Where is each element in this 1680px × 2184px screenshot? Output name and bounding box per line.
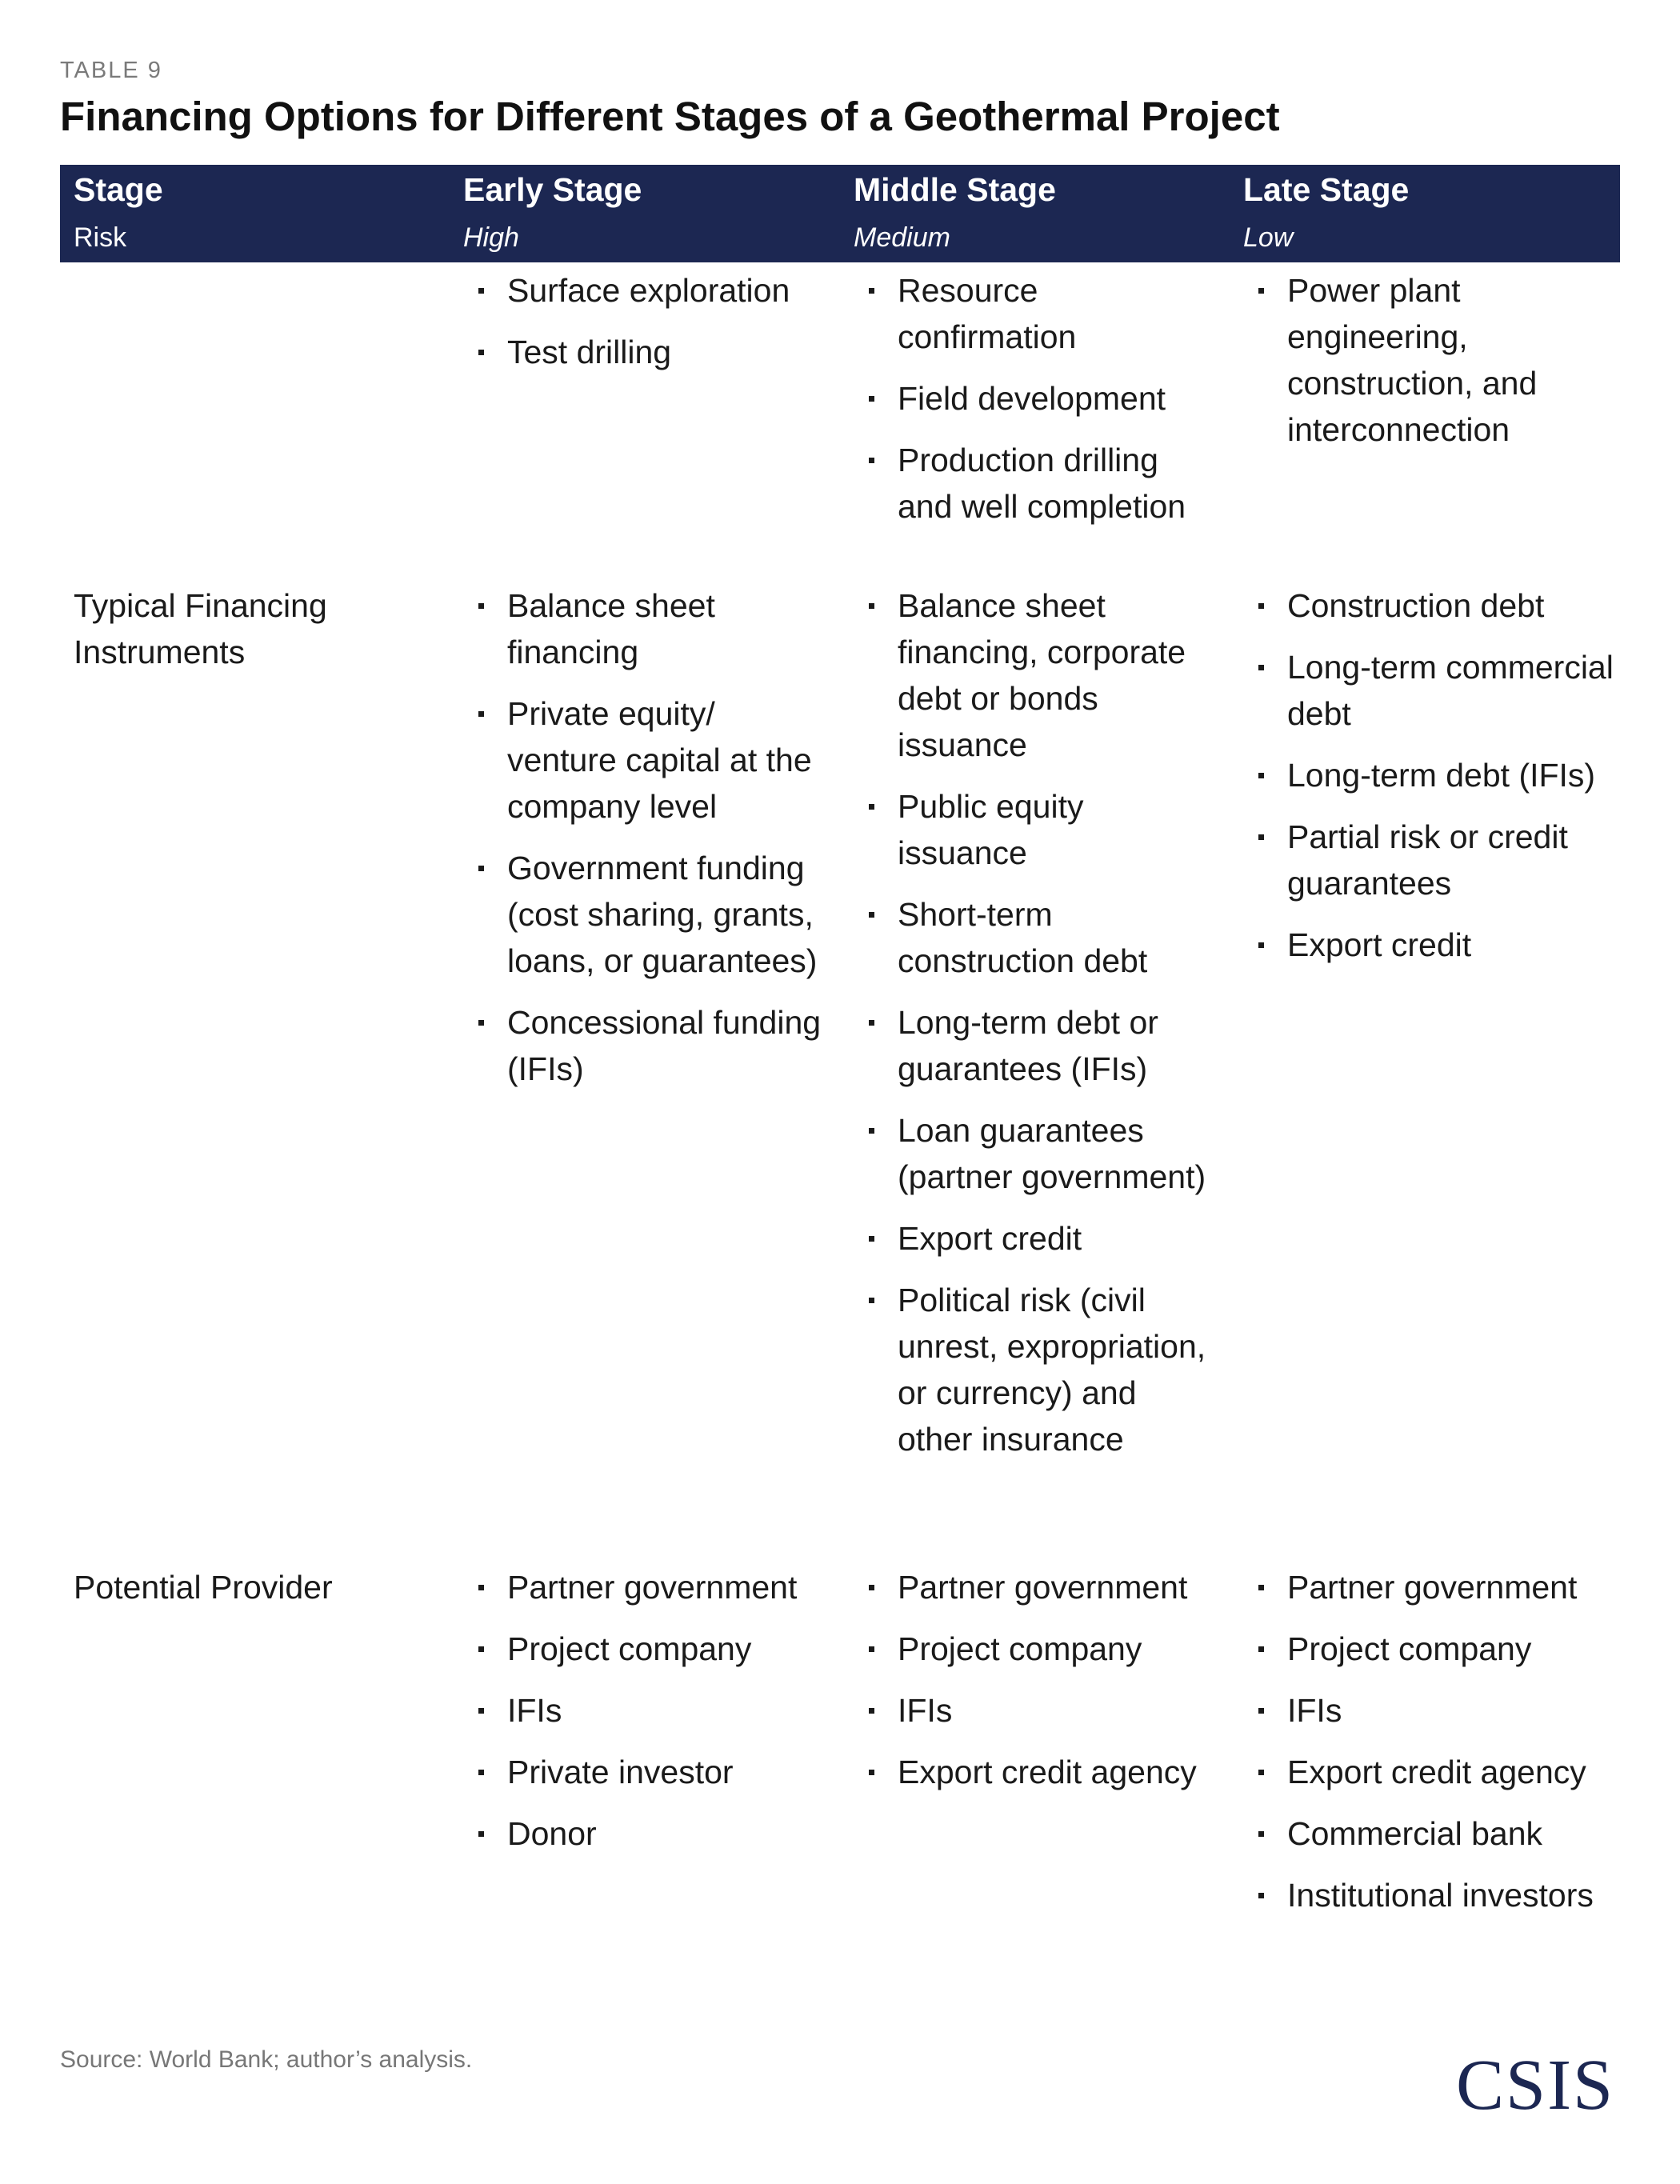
row-providers-middle	[866, 1564, 1242, 1810]
row-activities-late	[1255, 267, 1607, 468]
row-activities-early	[475, 267, 843, 390]
list-item: IFIs	[866, 1687, 1242, 1734]
row-providers-early	[475, 1564, 851, 1872]
list-item: Export credit	[1255, 922, 1623, 968]
list-item: Export credit agency	[866, 1749, 1242, 1795]
list-item: Long-term debt or guarantees (IFIs)	[866, 999, 1218, 1092]
list-item: Project company	[866, 1626, 1242, 1672]
table-header	[60, 165, 1620, 262]
list-item: Balance sheet financing, corporate debt or bonds issuance	[866, 582, 1218, 768]
list-item: Field development	[866, 375, 1218, 422]
header-late-risk: Low	[1243, 222, 1294, 253]
row-label-providers: Potential Provider	[74, 1569, 333, 1606]
list-item: Resource confirmation	[866, 267, 1218, 360]
list-item: Private investor	[475, 1749, 851, 1795]
csis-logo: CSIS	[1456, 2046, 1615, 2125]
list-item: Construction debt	[1255, 582, 1623, 629]
list-item: Loan guarantees (partner government)	[866, 1107, 1218, 1200]
list-item: Concessional funding (IFIs)	[475, 999, 827, 1092]
row-providers-late	[1255, 1564, 1631, 1934]
list-item: Political risk (civil unrest, expropriation, or currency) and other insurance	[866, 1277, 1218, 1462]
header-late-stage: Late Stage	[1243, 171, 1410, 208]
list-item: Test drilling	[475, 329, 843, 375]
list-item: Partner government	[1255, 1564, 1631, 1610]
list-item: Power plant engineering, construction, and interconnection	[1255, 267, 1607, 453]
list-item: Donor	[475, 1810, 851, 1857]
row-activities-middle	[866, 267, 1218, 545]
header-risk-label: Risk	[74, 222, 127, 253]
header-stage-label: Stage	[74, 171, 163, 208]
list-item: IFIs	[475, 1687, 851, 1734]
row-instruments-middle	[866, 582, 1218, 1478]
header-early-stage: Early Stage	[463, 171, 642, 208]
header-early-risk: High	[463, 222, 519, 253]
list-item: Partner government	[475, 1564, 851, 1610]
list-item: Private equity/ venture capital at the company level	[475, 690, 827, 830]
row-instruments-late	[1255, 582, 1623, 983]
header-middle-stage: Middle Stage	[854, 171, 1056, 208]
list-item: Production drilling and well completion	[866, 437, 1218, 530]
table-number-label: TABLE 9	[60, 58, 162, 83]
list-item: Project company	[1255, 1626, 1631, 1672]
list-item: Commercial bank	[1255, 1810, 1631, 1857]
source-note: Source: World Bank; author’s analysis.	[60, 2046, 473, 2073]
header-middle-risk: Medium	[854, 222, 950, 253]
list-item: Government funding (cost sharing, grants, loans, or guarantees)	[475, 845, 827, 984]
list-item: Export credit agency	[1255, 1749, 1631, 1795]
list-item: Long-term debt (IFIs)	[1255, 752, 1623, 798]
row-label-instruments: Typical Financing Instruments	[74, 587, 327, 670]
table-title: Financing Options for Different Stages of a Geothermal Project	[60, 94, 1280, 139]
list-item: Short-term construction debt	[866, 891, 1218, 984]
list-item: Balance sheet financing	[475, 582, 827, 675]
row-instruments-early	[475, 582, 827, 1107]
list-item: Export credit	[866, 1215, 1218, 1262]
list-item: Public equity issuance	[866, 783, 1218, 876]
list-item: Partner government	[866, 1564, 1242, 1610]
list-item: Long-term commercial debt	[1255, 644, 1623, 737]
list-item: IFIs	[1255, 1687, 1631, 1734]
list-item: Project company	[475, 1626, 851, 1672]
list-item: Partial risk or credit guarantees	[1255, 814, 1623, 906]
list-item: Surface exploration	[475, 267, 843, 314]
list-item: Institutional investors	[1255, 1872, 1631, 1918]
